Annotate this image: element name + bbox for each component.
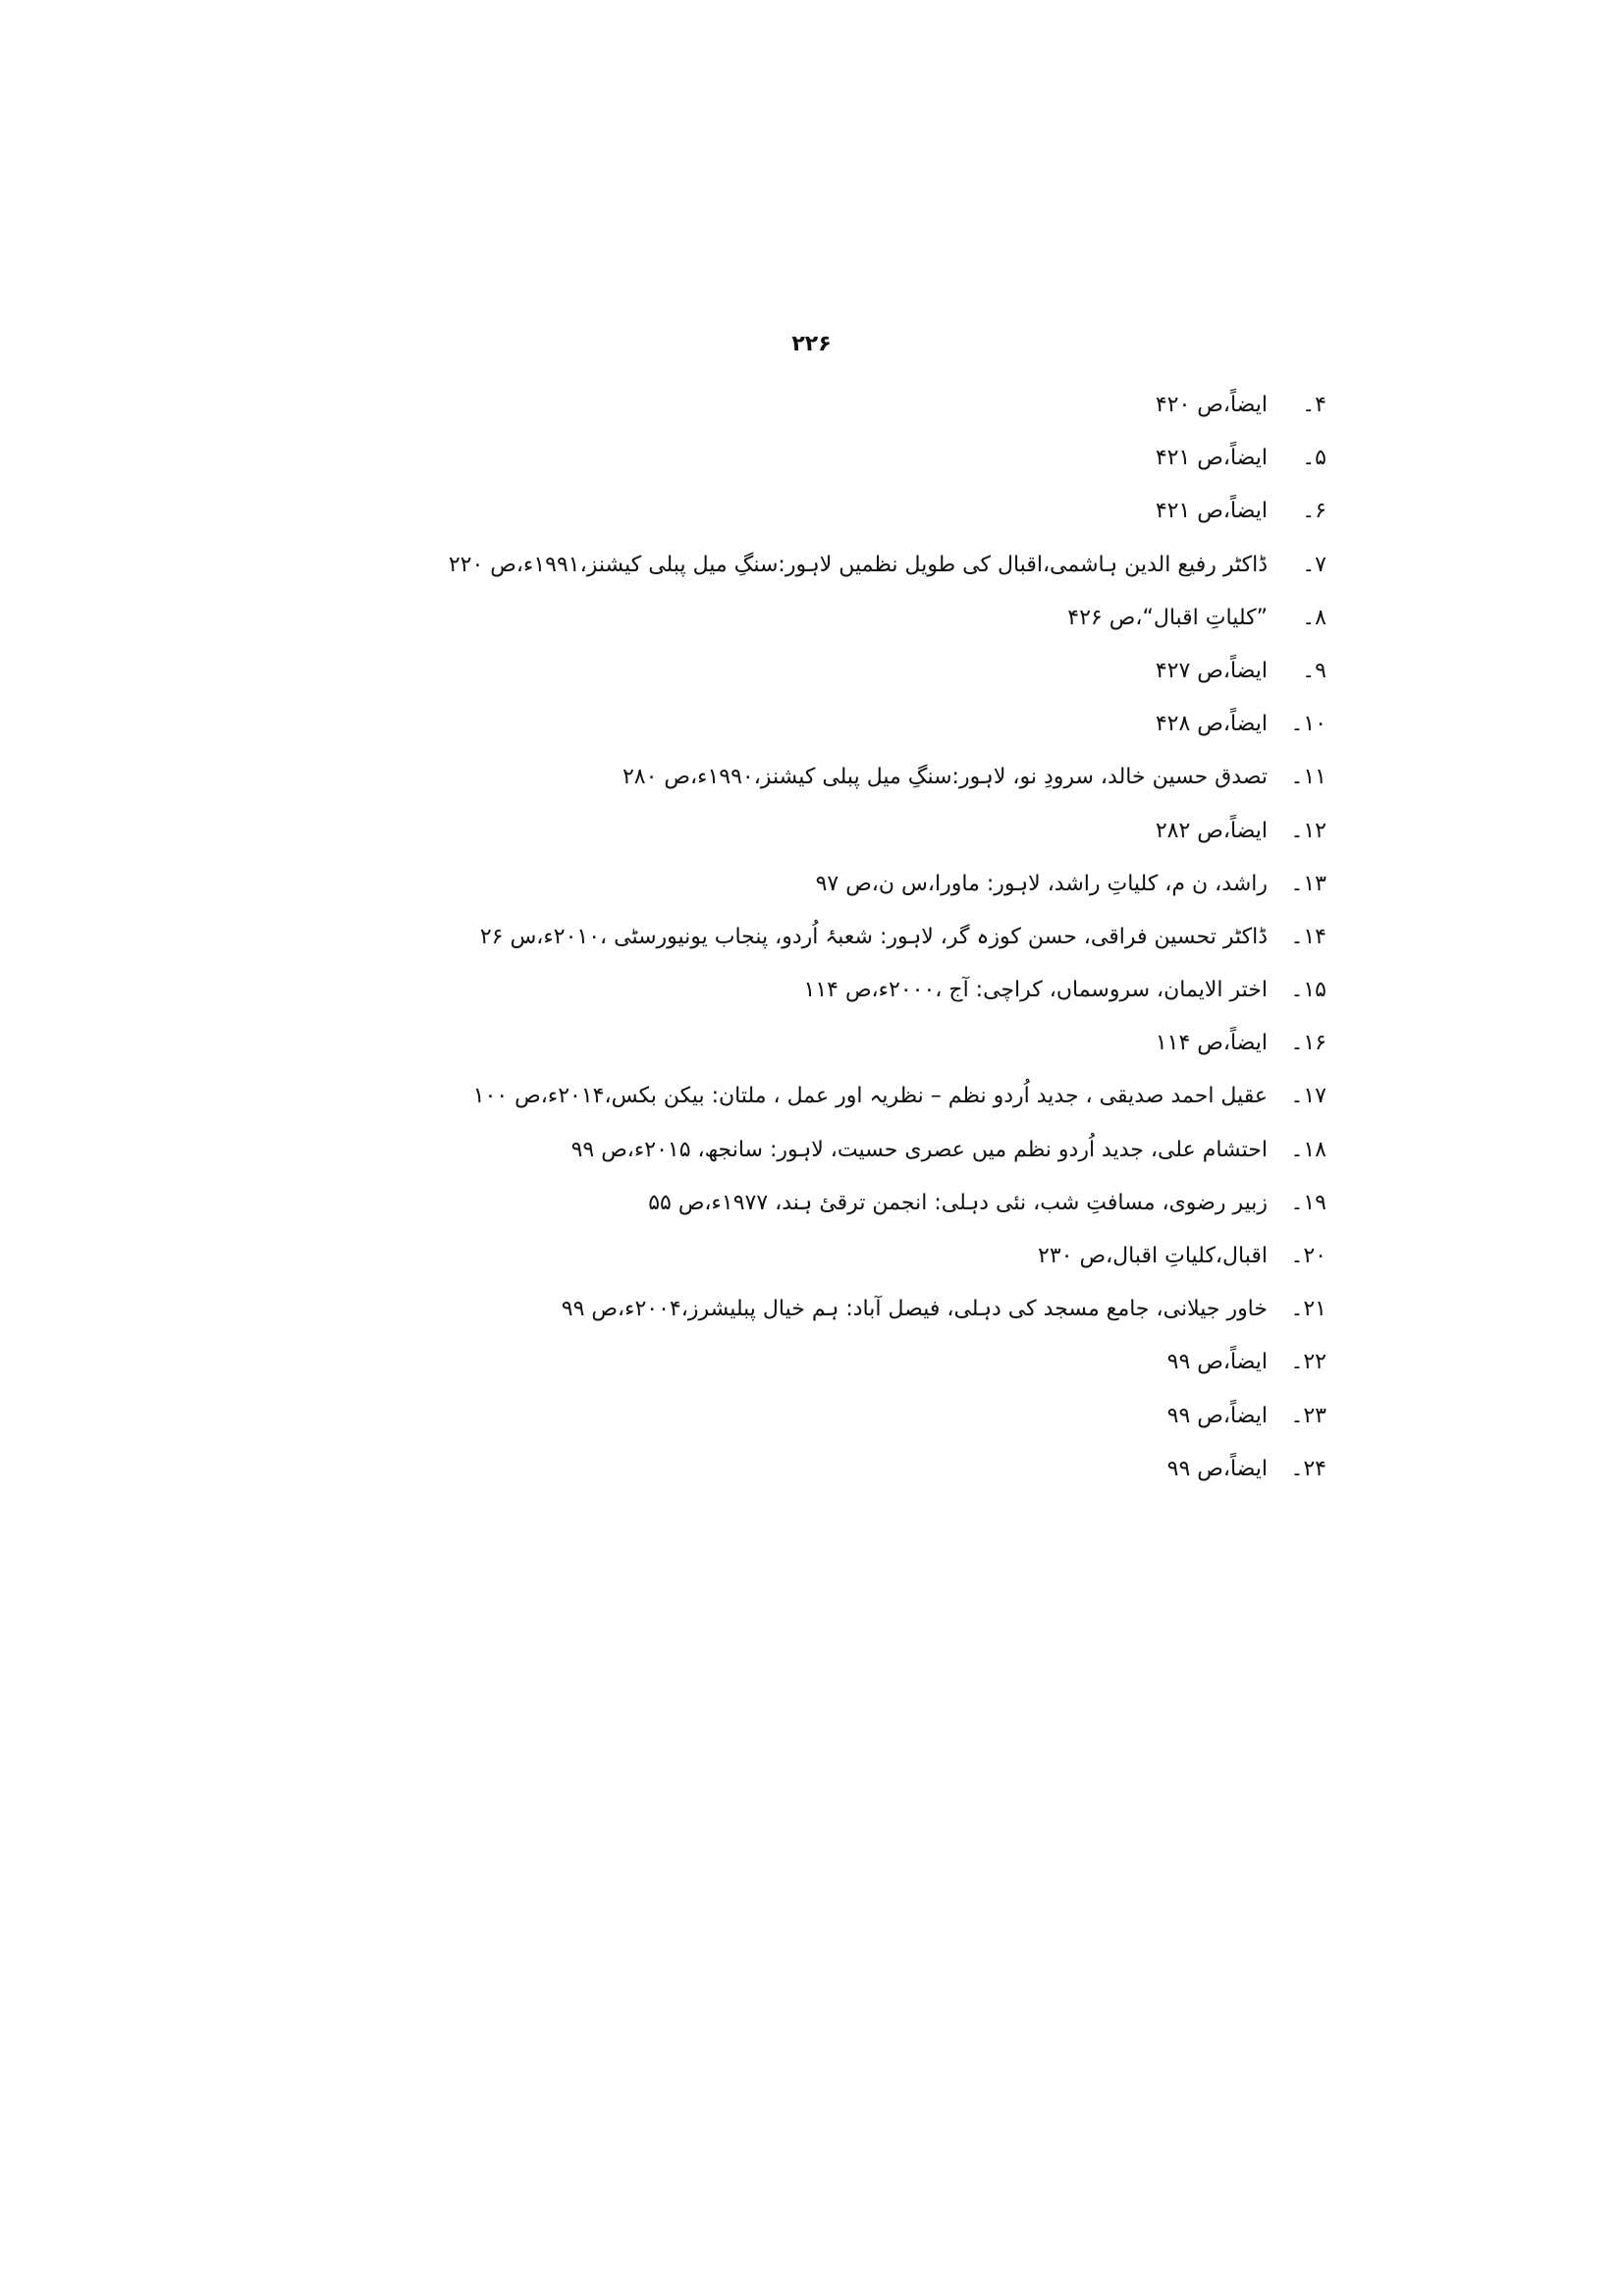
endnote-number: ۶۔	[1302, 499, 1326, 524]
endnote-item	[168, 805, 1326, 858]
endnote-item	[168, 1177, 1326, 1230]
endnote-text: ایضاً،ص ۴۲۱	[1155, 499, 1268, 524]
endnote-text: ایضاً،ص ۹۹	[1166, 1456, 1268, 1481]
endnote-number: ۲۱۔	[1290, 1297, 1326, 1322]
endnote-number: ۱۱۔	[1290, 765, 1326, 790]
endnote-text: خاور جیلانی، جامع مسجد کی دہلی، فیصل آباد: ہم خیال پبلیشرز،۲۰۰۴ء،ص ۹۹	[561, 1297, 1268, 1322]
endnote-number: ۱۲۔	[1290, 818, 1326, 843]
endnote-item	[168, 432, 1326, 485]
endnote-text: تصدق حسین خالد، سرودِ نو، لاہور:سنگِ میل پبلی کیشنز،۱۹۹۰ء،ص ۲۸۰	[622, 765, 1268, 790]
endnote-item	[168, 645, 1326, 698]
endnote-text: عقیل احمد صدیقی ، جدید اُردو نظم – نظریہ اور عمل ، ملتان: بیکن بکس،۲۰۱۴ء،ص ۱۰۰	[472, 1084, 1268, 1109]
endnote-item	[168, 1017, 1326, 1070]
endnote-text: اختر الایمان، سروسماں، کراچی: آج ،۲۰۰۰ء،ص ۱۱۴	[803, 978, 1268, 1003]
endnote-number: ۴۔	[1302, 393, 1326, 417]
endnote-number: ۷۔	[1302, 552, 1326, 577]
endnote-text: ڈاکٹر رفیع الدین ہاشمی،اقبال کی طویل نظمیں لاہور:سنگِ میل پبلی کیشنز،۱۹۹۱ء،ص ۲۲۰	[448, 552, 1268, 577]
endnote-item	[168, 592, 1326, 645]
endnote-number: ۱۳۔	[1290, 871, 1326, 896]
endnote-number: ۱۵۔	[1290, 978, 1326, 1003]
endnote-number: ۵۔	[1302, 446, 1326, 471]
endnote-item	[168, 964, 1326, 1017]
endnote-text: ”کلیاتِ اقبال“،ص ۴۲۶	[1067, 605, 1268, 630]
endnote-text: اقبال،کلیاتِ اقبال،ص ۲۳۰	[1038, 1244, 1268, 1268]
endnote-text: ایضاً،ص ۲۸۲	[1155, 818, 1268, 843]
endnote-item	[168, 485, 1326, 538]
endnote-number: ۲۲۔	[1290, 1350, 1326, 1375]
endnote-text: ایضاً،ص ۴۲۰	[1155, 393, 1268, 417]
endnote-number: ۱۶۔	[1290, 1031, 1326, 1056]
endnote-item	[168, 1230, 1326, 1283]
endnote-number: ۱۰۔	[1290, 712, 1326, 737]
endnote-item	[168, 379, 1326, 432]
endnote-number: ۲۳۔	[1290, 1403, 1326, 1428]
endnote-item	[168, 858, 1326, 911]
endnote-item	[168, 539, 1326, 592]
endnote-number: ۱۷۔	[1290, 1084, 1326, 1109]
endnote-number: ۱۹۔	[1290, 1190, 1326, 1215]
endnote-text: ڈاکٹر تحسین فراقی، حسن کوزہ گر، لاہور: شعبۂ اُردو، پنجاب یونیورسٹی ،۲۰۱۰ء،س ۲۶	[479, 924, 1268, 949]
endnote-text: احتشام علی، جدید اُردو نظم میں عصری حسیت، لاہور: سانجھ، ۲۰۱۵ء،ص ۹۹	[570, 1137, 1268, 1162]
endnote-number: ۱۸۔	[1290, 1137, 1326, 1162]
endnote-number: ۱۴۔	[1290, 924, 1326, 949]
endnote-text: ایضاً،ص ۴۲۱	[1155, 446, 1268, 471]
endnote-item	[168, 1390, 1326, 1443]
page-number: ۲۲۶	[791, 332, 832, 356]
endnote-item	[168, 1070, 1326, 1123]
endnotes-list	[168, 379, 1326, 1496]
endnote-item	[168, 1443, 1326, 1496]
endnote-text: ایضاً،ص ۹۹	[1166, 1350, 1268, 1375]
endnote-text: ایضاً،ص ۹۹	[1166, 1403, 1268, 1428]
endnote-item	[168, 911, 1326, 964]
endnote-item	[168, 1283, 1326, 1336]
endnote-text: ایضاً،ص ۱۱۴	[1155, 1031, 1268, 1056]
endnote-item	[168, 1336, 1326, 1389]
endnote-number: ۸۔	[1302, 605, 1326, 630]
endnote-number: ۹۔	[1302, 658, 1326, 683]
endnote-item	[168, 1124, 1326, 1177]
endnote-text: ایضاً،ص ۴۲۷	[1155, 658, 1268, 683]
endnote-number: ۲۰۔	[1290, 1244, 1326, 1268]
endnote-number: ۲۴۔	[1290, 1456, 1326, 1481]
endnote-text: راشد، ن م، کلیاتِ راشد، لاہور: ماورا،س ن،ص ۹۷	[815, 871, 1268, 896]
endnote-item	[168, 751, 1326, 804]
endnote-text: ایضاً،ص ۴۲۸	[1155, 712, 1268, 737]
endnote-item	[168, 698, 1326, 751]
endnote-text: زبیر رضوی، مسافتِ شب، نئی دہلی: انجمن ترقیٔ ہند، ۱۹۷۷ء،ص ۵۵	[648, 1190, 1268, 1215]
